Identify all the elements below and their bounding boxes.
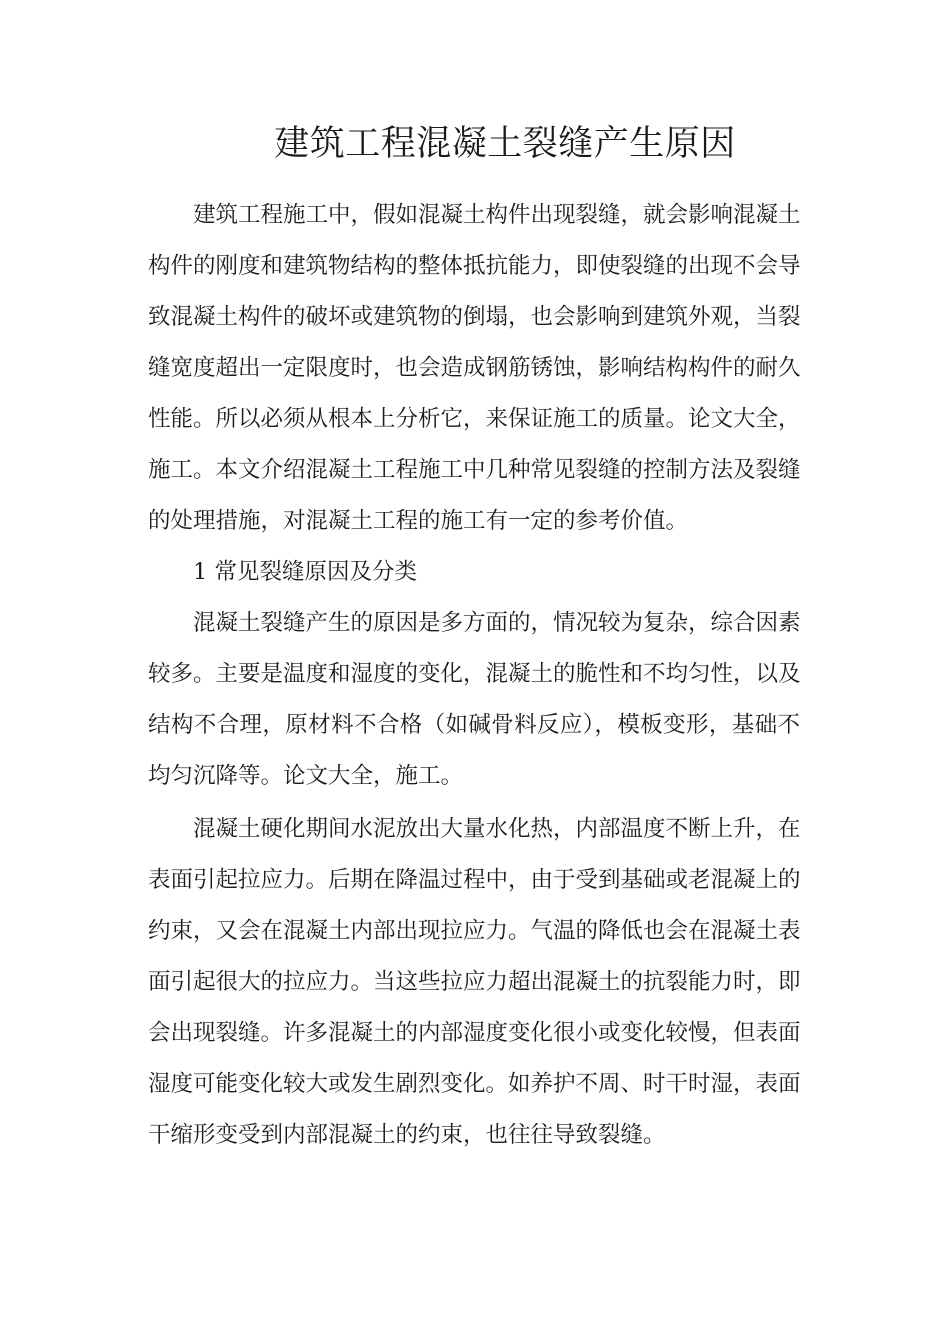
paragraph-temperature [148,806,800,1163]
paragraph-line: 建筑工程施工中，假如混凝土构件出现裂缝，就会影响混凝土 [193,202,801,228]
paragraph-line: 构件的刚度和建筑物结构的整体抵抗能力，即使裂缝的出现不会导 [148,253,801,279]
section-heading-text: 1 常见裂缝原因及分类 [193,559,417,585]
paragraph-intro [148,192,800,549]
paragraph-line: 较多。主要是温度和湿度的变化，混凝土的脆性和不均匀性，以及 [148,661,801,687]
paragraph-line: 缝宽度超出一定限度时，也会造成钢筋锈蚀，影响结构构件的耐久 [148,355,801,381]
paragraph-line: 致混凝土构件的破坏或建筑物的倒塌，也会影响到建筑外观，当裂 [148,304,801,330]
paragraph-line: 均匀沉降等。论文大全，施工。 [148,763,464,789]
paragraph-line: 约束，又会在混凝土内部出现拉应力。气温的降低也会在混凝土表 [148,918,801,944]
document-title: 建筑工程混凝土裂缝产生原因 [274,124,736,164]
document-body [148,192,800,1163]
section-heading [148,549,800,600]
paragraph-line: 性能。所以必须从根本上分析它，来保证施工的质量。论文大全， [148,406,801,432]
paragraph-line: 干缩形变受到内部混凝土的约束，也往往导致裂缝。 [148,1122,666,1148]
paragraph-line: 混凝土硬化期间水泥放出大量水化热，内部温度不断上升，在 [193,816,801,842]
paragraph-line: 表面引起拉应力。后期在降温过程中，由于受到基础或老混凝上的 [148,867,801,893]
paragraph-line: 施工。本文介绍混凝土工程施工中几种常见裂缝的控制方法及裂缝 [148,457,801,483]
paragraph-line: 的处理措施，对混凝土工程的施工有一定的参考价值。 [148,508,689,534]
paragraph-line: 湿度可能变化较大或发生剧烈变化。如养护不周、时干时湿，表面 [148,1071,801,1097]
paragraph-line: 结构不合理，原材料不合格（如碱骨料反应），模板变形，基础不 [148,712,800,738]
paragraph-causes [148,600,800,804]
paragraph-line: 会出现裂缝。许多混凝土的内部湿度变化很小或变化较慢，但表面 [148,1020,801,1046]
paragraph-line: 混凝土裂缝产生的原因是多方面的，情况较为复杂，综合因素 [193,610,801,636]
paragraph-line: 面引起很大的拉应力。当这些拉应力超出混凝土的抗裂能力时，即 [148,969,801,995]
